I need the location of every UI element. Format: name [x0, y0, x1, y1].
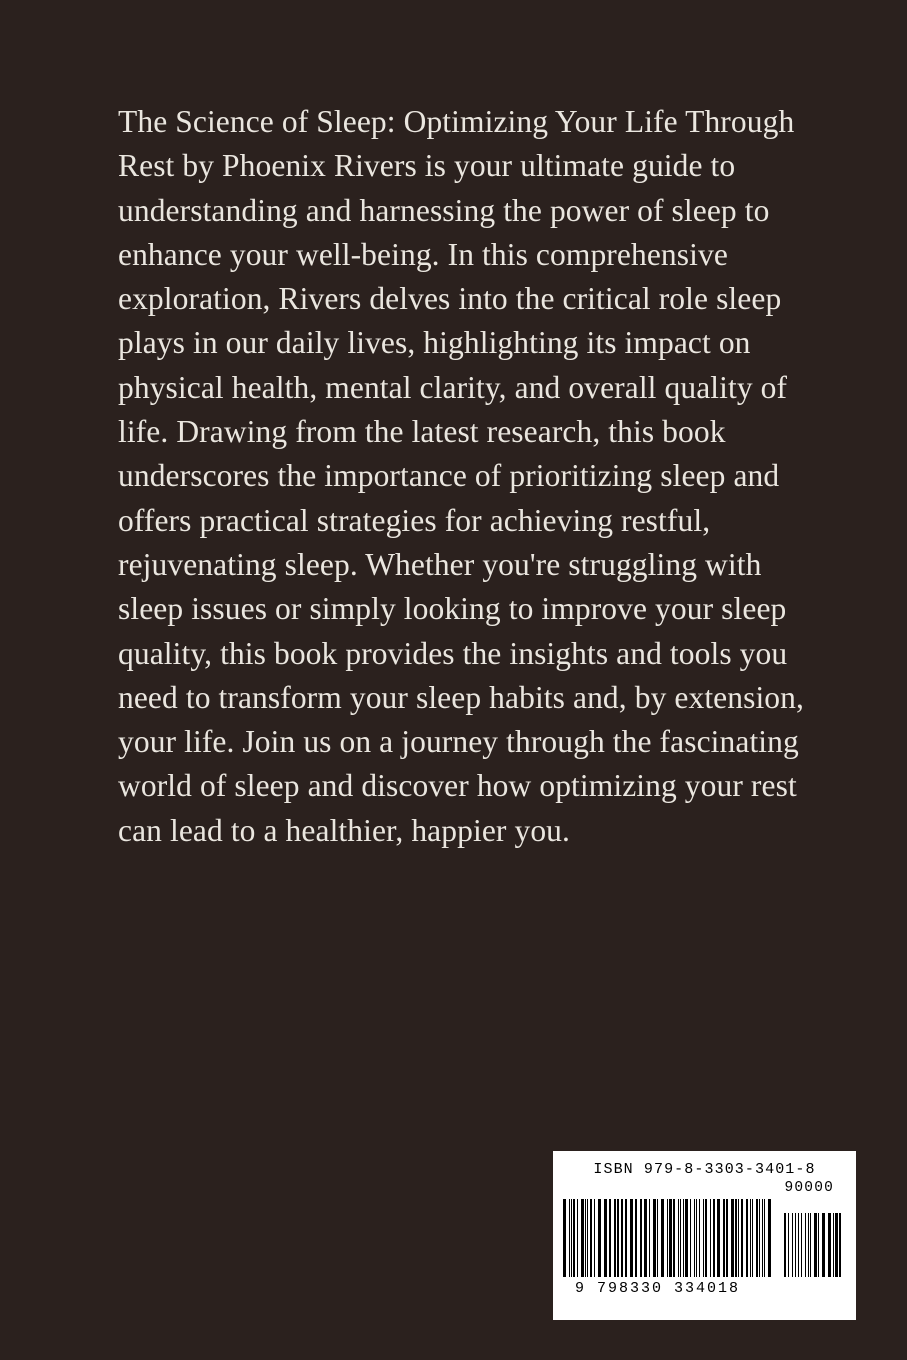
ean5-addon-bars	[784, 1213, 846, 1277]
isbn-label: ISBN 979-8-3303-3401-8	[593, 1161, 816, 1178]
isbn-barcode-block	[553, 1151, 856, 1320]
ean13-bars	[563, 1199, 771, 1277]
price-code-label: 90000	[784, 1180, 834, 1196]
barcode-digits: 9 798330 334018	[575, 1280, 741, 1297]
barcode-bars-row	[563, 1199, 846, 1277]
back-cover-blurb: The Science of Sleep: Optimizing Your Life Through Rest by Phoenix Rivers is your ultimate guide to understanding and harnessing the power of sleep to enhance your well-being. In this comprehensive exploration, Rivers delves into the critical role sleep plays in our daily lives, highlighting its impact on physical health, mental clarity, and overall quality of life. Drawing from the latest research, this book underscores the importance of prioritizing sleep and offers practical strategies for achieving restful, rejuvenating sleep. Whether you're struggling with sleep issues or simply looking to improve your sleep quality, this book provides the insights and tools you need to transform your sleep habits and, by extension, your life. Join us on a journey through the fascinating world of sleep and discover how optimizing your rest can lead to a healthier, happier you.	[118, 104, 804, 848]
